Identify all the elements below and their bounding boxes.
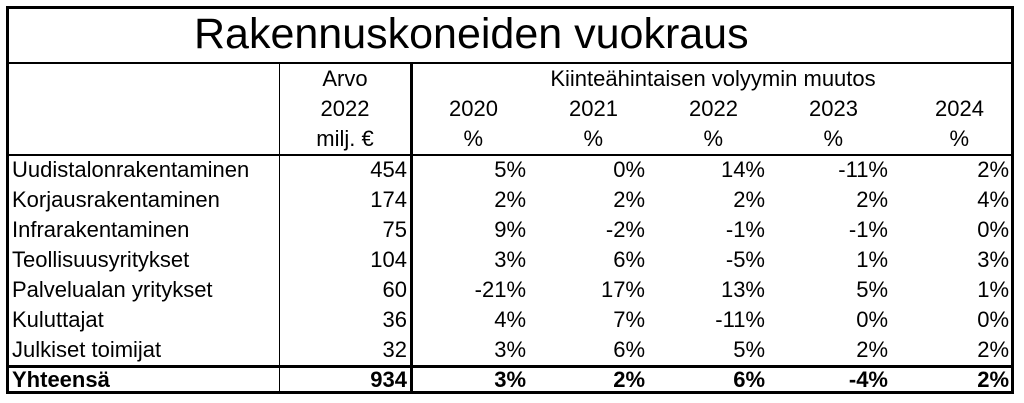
header-arvo-unit: milj. €: [316, 126, 374, 151]
header-unit-2023: %: [823, 126, 843, 151]
row-change-2023: 0%: [856, 307, 888, 332]
row-label: Kuluttajat: [12, 307, 104, 332]
row-change-2023: 2%: [856, 337, 888, 362]
row-change-2022: -11%: [715, 307, 765, 332]
row-change-2020: 3%: [494, 337, 526, 362]
row-change-2021: 6%: [613, 337, 645, 362]
header-year-2024: 2024: [935, 96, 984, 121]
row-change-2024: 1%: [977, 277, 1009, 302]
row-label: Uudistalonrakentaminen: [12, 157, 250, 182]
row-change-2023: 2%: [856, 187, 888, 212]
header-unit-2020: %: [463, 126, 483, 151]
divider-label-col: [279, 64, 280, 391]
row-value: 32: [382, 337, 407, 362]
row-value: 104: [370, 247, 407, 272]
row-change-2024: 0%: [977, 307, 1009, 332]
row-change-2022: -5%: [725, 247, 765, 272]
header-year-2020: 2020: [449, 96, 498, 121]
total-change-2023: -4%: [848, 367, 888, 392]
row-value: 174: [370, 187, 407, 212]
header-unit-2021: %: [583, 126, 603, 151]
row-change-2020: 3%: [494, 247, 526, 272]
row-change-2022: 13%: [720, 277, 765, 302]
total-change-2021: 2%: [613, 367, 645, 392]
row-change-2024: 2%: [977, 337, 1009, 362]
total-label: Yhteensä: [12, 367, 110, 392]
row-change-2023: 1%: [856, 247, 888, 272]
header-year-2021: 2021: [569, 96, 618, 121]
row-label: Julkiset toimijat: [12, 337, 162, 362]
row-change-2020: 9%: [494, 217, 526, 242]
row-change-2022: 2%: [733, 187, 765, 212]
row-change-2021: 7%: [613, 307, 645, 332]
total-change-2020: 3%: [494, 367, 526, 392]
row-change-2024: 2%: [977, 157, 1009, 182]
table-title: Rakennuskoneiden vuokraus: [6, 6, 1014, 64]
row-value: 36: [382, 307, 407, 332]
total-value: 934: [370, 367, 407, 392]
row-label: Korjausrakentaminen: [12, 187, 220, 212]
row-label: Teollisuusyritykset: [12, 247, 190, 272]
total-change-2024: 2%: [977, 367, 1009, 392]
row-change-2020: -21%: [474, 277, 526, 302]
row-change-2020: 5%: [494, 157, 526, 182]
row-change-2022: 5%: [733, 337, 765, 362]
header-arvo-year: 2022: [320, 96, 370, 121]
row-change-2020: 4%: [494, 307, 526, 332]
row-value: 60: [382, 277, 407, 302]
row-change-2021: 17%: [600, 277, 645, 302]
row-label: Infrarakentaminen: [12, 217, 190, 242]
total-change-2022: 6%: [733, 367, 765, 392]
row-change-2022: 14%: [720, 157, 765, 182]
row-change-2021: 2%: [613, 187, 645, 212]
row-change-2023: -11%: [838, 157, 888, 182]
row-change-2024: 0%: [977, 217, 1009, 242]
header-year-2023: 2023: [809, 96, 858, 121]
row-value: 454: [370, 157, 407, 182]
row-change-2021: 0%: [613, 157, 645, 182]
row-value: 75: [382, 217, 407, 242]
row-change-2022: -1%: [725, 217, 765, 242]
header-year-2022: 2022: [689, 96, 738, 121]
row-change-2024: 3%: [977, 247, 1009, 272]
header-unit-2024: %: [949, 126, 969, 151]
row-change-2020: 2%: [494, 187, 526, 212]
header-arvo: Arvo: [322, 66, 368, 91]
header-volume-change: Kiinteähintaisen volyymin muutos: [550, 66, 876, 91]
row-label: Palvelualan yritykset: [12, 277, 213, 302]
row-change-2021: -2%: [605, 217, 645, 242]
header-unit-2022: %: [703, 126, 723, 151]
row-change-2021: 6%: [613, 247, 645, 272]
row-change-2024: 4%: [977, 187, 1009, 212]
row-change-2023: 5%: [856, 277, 888, 302]
row-change-2023: -1%: [848, 217, 888, 242]
